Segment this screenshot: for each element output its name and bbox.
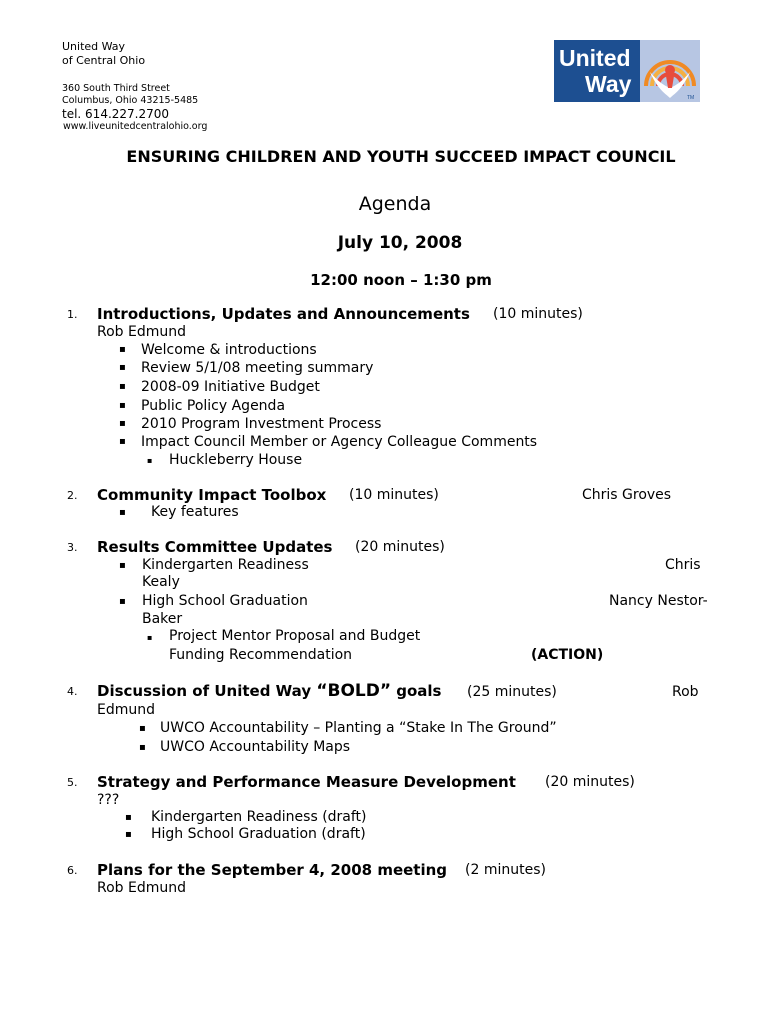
logo-text-way: Way xyxy=(585,71,632,97)
item-presenter: Rob xyxy=(672,684,699,700)
item-duration: (20 minutes) xyxy=(355,539,445,555)
org-name-line2: of Central Ohio xyxy=(62,54,146,67)
item-presenter: Nancy Nestor- xyxy=(609,593,708,609)
meeting-time: 12:00 noon – 1:30 pm xyxy=(310,271,492,289)
list-item: Impact Council Member or Agency Colleague Comments xyxy=(141,434,538,450)
list-item: UWCO Accountability Maps xyxy=(160,739,351,755)
list-item: 2008-09 Initiative Budget xyxy=(141,379,320,395)
bullet-icon: ▪ xyxy=(125,812,132,823)
item-presenter: Rob Edmund xyxy=(97,324,187,340)
bullet-icon: ▪ xyxy=(139,723,146,734)
bullet-icon: ▪ xyxy=(119,560,126,571)
united-way-logo xyxy=(554,40,700,102)
meeting-date: July 10, 2008 xyxy=(337,233,463,253)
list-item: 2010 Program Investment Process xyxy=(141,416,382,432)
item-title: Results Committee Updates xyxy=(97,538,333,556)
bullet-icon: ▪ xyxy=(119,436,126,447)
item-title: Discussion of United Way “BOLD” goals xyxy=(97,681,442,701)
item-presenter-cont: Baker xyxy=(142,611,183,627)
item-title: Community Impact Toolbox xyxy=(97,486,327,504)
item-duration: (10 minutes) xyxy=(493,306,583,322)
bullet-icon: ▪ xyxy=(119,362,126,373)
item-duration: (25 minutes) xyxy=(467,684,557,700)
bullet-icon: ▪ xyxy=(119,418,126,429)
list-item: Review 5/1/08 meeting summary xyxy=(141,360,374,376)
united-way-logo-icon xyxy=(554,40,700,102)
bullet-icon: ▪ xyxy=(119,381,126,392)
item-presenter: Chris Groves xyxy=(582,487,672,503)
org-website: www.liveunitedcentralohio.org xyxy=(63,121,208,132)
item-number: 4. xyxy=(67,685,78,698)
logo-text-united: United xyxy=(559,45,631,71)
document-subtitle: Agenda xyxy=(358,193,432,215)
list-item: Key features xyxy=(151,504,239,520)
document-title: ENSURING CHILDREN AND YOUTH SUCCEED IMPACT COUNCIL xyxy=(126,147,676,166)
sub-list-item: Project Mentor Proposal and Budget xyxy=(169,628,421,644)
list-item: UWCO Accountability – Planting a “Stake In The Ground” xyxy=(160,720,557,736)
action-label: (ACTION) xyxy=(531,647,604,663)
bullet-icon: ▪ xyxy=(119,507,126,518)
list-item: Public Policy Agenda xyxy=(141,398,286,414)
bullet-icon: ▪ xyxy=(139,742,146,753)
item-number: 3. xyxy=(67,541,78,554)
org-tel: tel. 614.227.2700 xyxy=(62,107,170,121)
list-item: Kindergarten Readiness (draft) xyxy=(151,809,367,825)
item-presenter: ??? xyxy=(97,792,120,808)
org-name: United Way xyxy=(62,40,126,53)
item-title: Plans for the September 4, 2008 meeting xyxy=(97,861,448,879)
logo-tm: TM xyxy=(687,95,695,101)
item-title: Introductions, Updates and Announcements xyxy=(97,305,470,323)
list-item: High School Graduation (draft) xyxy=(151,826,366,842)
list-item: Kindergarten Readiness xyxy=(142,557,309,573)
item-presenter: Rob Edmund xyxy=(97,880,187,896)
item-number: 6. xyxy=(67,864,78,877)
org-city: Columbus, Ohio 43215-5485 xyxy=(62,95,199,106)
sub-list-item-cont: Funding Recommendation xyxy=(169,647,353,663)
item-number: 2. xyxy=(67,489,78,502)
item-number: 1. xyxy=(67,308,78,321)
org-street: 360 South Third Street xyxy=(62,83,170,94)
list-item: High School Graduation xyxy=(142,593,308,609)
bullet-icon: ▪ xyxy=(119,344,126,355)
bullet-icon: ▪ xyxy=(119,400,126,411)
item-presenter: Chris xyxy=(665,557,701,573)
bullet-icon: ▪ xyxy=(125,829,132,840)
item-presenter-cont: Kealy xyxy=(142,574,180,590)
item-duration: (2 minutes) xyxy=(465,862,546,878)
list-item: Welcome & introductions xyxy=(141,342,317,358)
item-duration: (10 minutes) xyxy=(349,487,439,503)
sub-bullet-icon: ▪ xyxy=(147,456,153,465)
bullet-icon: ▪ xyxy=(119,596,126,607)
item-duration: (20 minutes) xyxy=(545,774,635,790)
sub-list-item: Huckleberry House xyxy=(169,452,303,468)
sub-bullet-icon: ▪ xyxy=(147,633,153,642)
item-title: Strategy and Performance Measure Development xyxy=(97,773,516,791)
item-number: 5. xyxy=(67,776,78,789)
item-presenter-cont: Edmund xyxy=(97,702,156,718)
